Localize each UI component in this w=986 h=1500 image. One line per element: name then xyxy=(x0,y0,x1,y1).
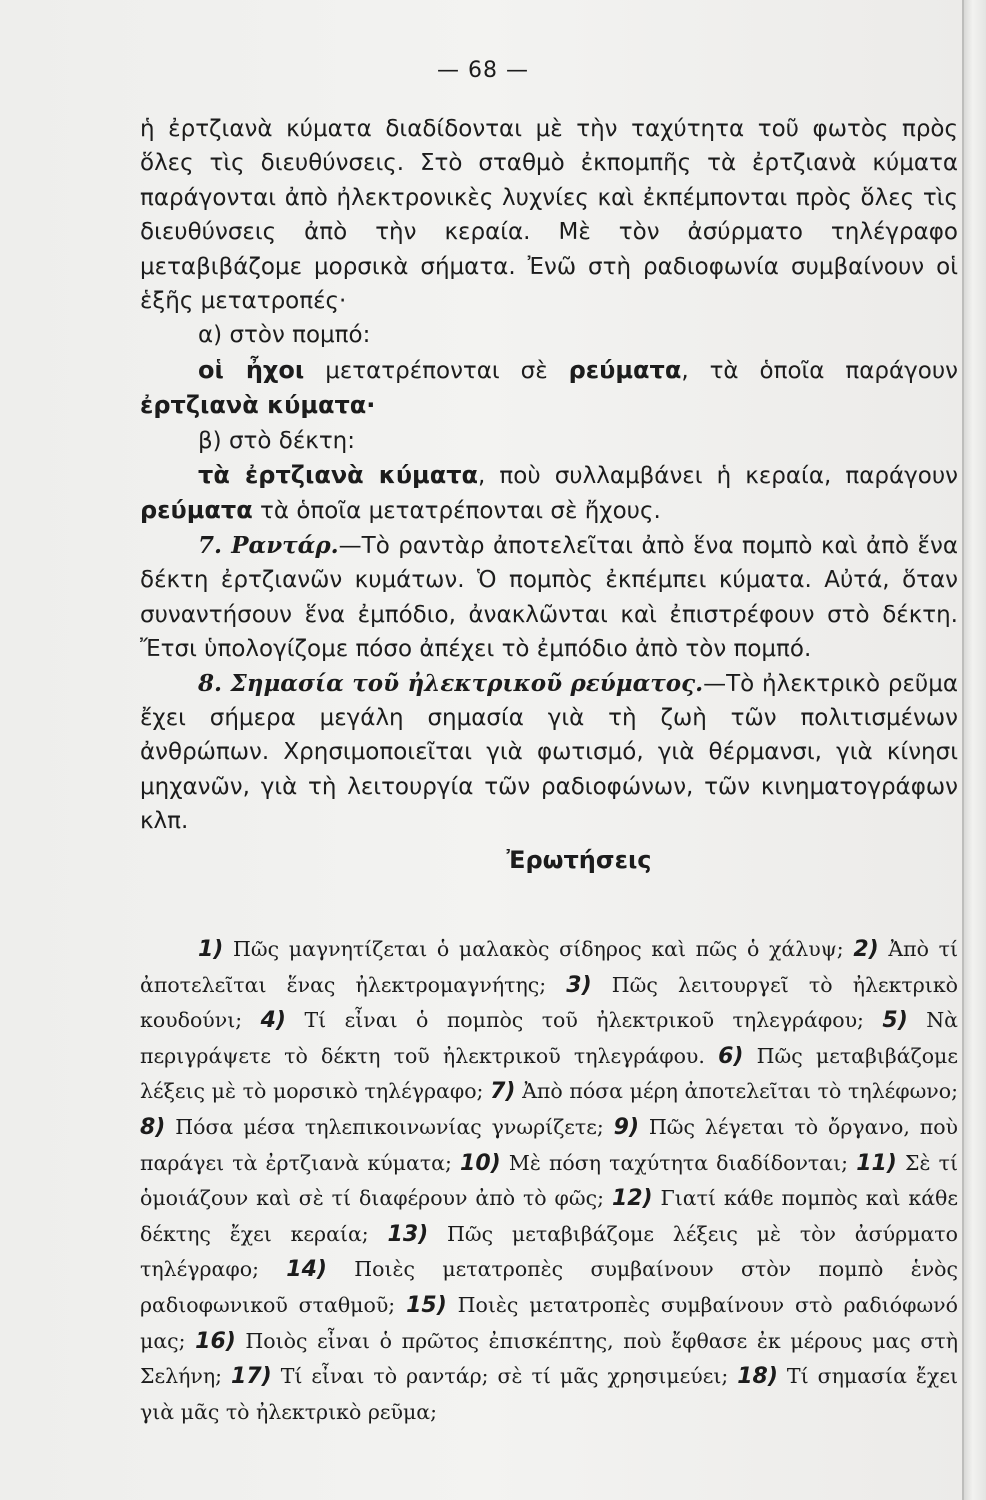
question-number: 9) xyxy=(613,1114,640,1140)
section-title: 8. Σημασία τοῦ ἠλεκτρικοῦ ρεύματος. xyxy=(198,669,704,697)
question-text: Πῶς λέγεται τὸ ὄργανο, ποὺ παράγει τὰ ἐρτζιανὰ κύματα; xyxy=(140,1114,958,1175)
questions-paragraph xyxy=(140,932,958,1429)
page-number: — 68 — xyxy=(437,58,529,83)
question-number: 18) xyxy=(737,1364,778,1390)
item-a-label: α) στὸν πομπό: xyxy=(198,322,371,349)
question-text: Τί εἶναι τὸ ραντάρ; σὲ τί μᾶς χρησιμεύει; xyxy=(271,1364,738,1389)
question-text: Πόσα μέσα τηλεπικοινωνίας γνωρίζετε; xyxy=(165,1114,614,1139)
question-text: Γιατί κάθε πομπὸς καὶ κάθε δέκτης ἔχει κεραία; xyxy=(140,1186,959,1246)
main-text xyxy=(140,112,958,879)
question-number: 12) xyxy=(611,1186,653,1212)
item-b-label: β) στὸ δέκτη: xyxy=(198,427,356,454)
question-text: Πῶς λειτουργεῖ τὸ ἠλεκτρικὸ κουδούνι; xyxy=(140,972,959,1033)
question-text: Σὲ τί ὁμοιάζουν καὶ σὲ τί διαφέρουν ἀπὸ τὸ φῶς; xyxy=(140,1150,958,1211)
question-text: Ποιὲς μετατροπὲς συμβαίνουν στὸν πομπὸ ἑνὸς ραδιοφωνικοῦ σταθμοῦ; xyxy=(140,1257,958,1317)
question-number: 17) xyxy=(231,1364,272,1390)
question-text: Τί εἶναι ὁ πομπὸς τοῦ ἠλεκτρικοῦ τηλεγράφου; xyxy=(286,1008,883,1033)
question-text: Νὰ περιγράψετε τὸ δέκτη τοῦ ἠλεκτρικοῦ τηλεγράφου. xyxy=(140,1008,959,1068)
question-text: Ἀπὸ πόσα μέρη ἀποτελεῖται τὸ τηλέφωνο; xyxy=(515,1079,958,1104)
question-number: 2) xyxy=(853,937,879,962)
question-number: 14) xyxy=(286,1257,327,1283)
question-text: Ποιὲς μετατροπὲς συμβαίνουν στὸ ραδιόφωνό μας; xyxy=(140,1292,958,1353)
paragraph-radio-waves: ἡ ἐρτζιανὰ κύματα διαδίδονται μὲ τὴν ταχύτητα τοῦ φωτὸς πρὸς ὅλες τὶς διευθύνσεις. Στὸ σταθμὸ ἐκπομπῆς τὰ ἐρτζιανὰ κύματα παράγονται ἀπὸ ἠλεκτρονικὲς λυχνίες καὶ ἐκπέμπονται πρὸς ὅλες τὶς διευθύνσεις ἀπὸ τὴν κεραία. Μὲ τὸν ἀσύρματο τηλέγραφο μεταβιβάζομε μορσικὰ σήματα. Ἐνῶ στὴ ραδιοφωνία συμβαίνουν οἱ ἑξῆς μετατροπές· xyxy=(140,116,958,315)
question-number: 16) xyxy=(195,1328,236,1354)
question-text: Ποιὸς εἶναι ὁ πρῶτος ἐπισκέπτης, ποὺ ἔφθασε ἐκ μέρους μας στὴ Σελήνη; xyxy=(140,1328,958,1389)
question-number: 5) xyxy=(882,1008,908,1034)
question-text: Πῶς μεταβιβάζομε λέξεις μὲ τὸ μορσικὸ τηλέγραφο; xyxy=(140,1043,959,1104)
question-number: 10) xyxy=(460,1150,501,1176)
question-number: 8) xyxy=(140,1114,166,1140)
question-text: Μὲ πόση ταχύτητα διαδίδονται; xyxy=(500,1150,857,1175)
question-number: 11) xyxy=(856,1150,897,1176)
question-number: 7) xyxy=(490,1079,516,1105)
question-text: Τί σημασία ἔχει γιὰ μᾶς τὸ ἠλεκτρικὸ ρεῦμα; xyxy=(140,1364,958,1424)
page-edge xyxy=(962,0,986,1500)
bold-term: ἐρτζιανὰ κύματα· xyxy=(140,391,376,420)
bold-term: ρεύματα xyxy=(140,496,253,525)
question-number: 1) xyxy=(198,937,224,962)
section-title: 7. Ραντάρ. xyxy=(198,531,339,559)
question-number: 13) xyxy=(387,1221,429,1247)
questions-block xyxy=(140,932,958,1429)
section-electric-current: 8. Σημασία τοῦ ἠλεκτρικοῦ ρεύματος.—Τὸ ἠλεκτρικὸ ρεῦμα ἔχει σήμερα μεγάλη σημασία γιὰ τὴ ζωὴ τῶν πολιτισμένων ἀνθρώπων. Χρησιμοποιεῖται γιὰ φωτισμό, γιὰ θέρμανσι, γιὰ κίνησι μηχανῶν, γιὰ τὴ λειτουργία τῶν ραδιοφώνων, τῶν κινηματογράφων κλπ. xyxy=(140,669,958,835)
bold-term: ρεύματα xyxy=(568,355,682,384)
questions-heading: Ἐρωτήσεις xyxy=(506,845,652,874)
item-b-text: τὰ ἐρτζιανὰ κύματα, ποὺ συλλαμβάνει ἡ κεραία, παράγουν ρεύματα τὰ ὁποῖα μετατρέπονται σὲ ἤχους. xyxy=(140,461,958,525)
question-text: Πῶς μεταβιβάζομε λέξεις μὲ τὸν ἀσύρματο τηλέγραφο; xyxy=(140,1221,958,1282)
bold-term: οἱ ἦχοι xyxy=(198,355,305,384)
question-number: 3) xyxy=(566,972,592,998)
question-number: 6) xyxy=(718,1043,744,1069)
question-number: 4) xyxy=(260,1008,286,1034)
section-radar: 7. Ραντάρ.—Τὸ ραντὰρ ἀποτελεῖται ἀπὸ ἕνα πομπὸ καὶ ἀπὸ ἕνα δέκτη ἐρτζιανῶν κυμάτων. Ὁ πομπὸς ἐκπέμπει κύματα. Αὐτά, ὅταν συναντήσουν ἕνα ἐμπόδιο, ἀνακλῶνται καὶ ἐπιστρέφουν στὸ δέκτη. Ἔτσι ὑπολογίζομε πόσο ἀπέχει τὸ ἐμπόδιο ἀπὸ τὸν πομπό. xyxy=(140,531,958,663)
item-a-text: οἱ ἦχοι μετατρέπονται σὲ ρεύματα, τὰ ὁποῖα παράγουν ἐρτζιανὰ κύματα· xyxy=(140,355,959,420)
bold-term: τὰ ἐρτζιανὰ κύματα xyxy=(198,461,478,490)
question-text: Ἀπὸ τί ἀποτελεῖται ἕνας ἠλεκτρομαγνήτης; xyxy=(140,937,959,997)
question-number: 15) xyxy=(406,1292,447,1318)
question-text: Πῶς μαγνητίζεται ὁ μαλακὸς σίδηρος καὶ πῶς ὁ χάλυψ; xyxy=(223,937,854,961)
